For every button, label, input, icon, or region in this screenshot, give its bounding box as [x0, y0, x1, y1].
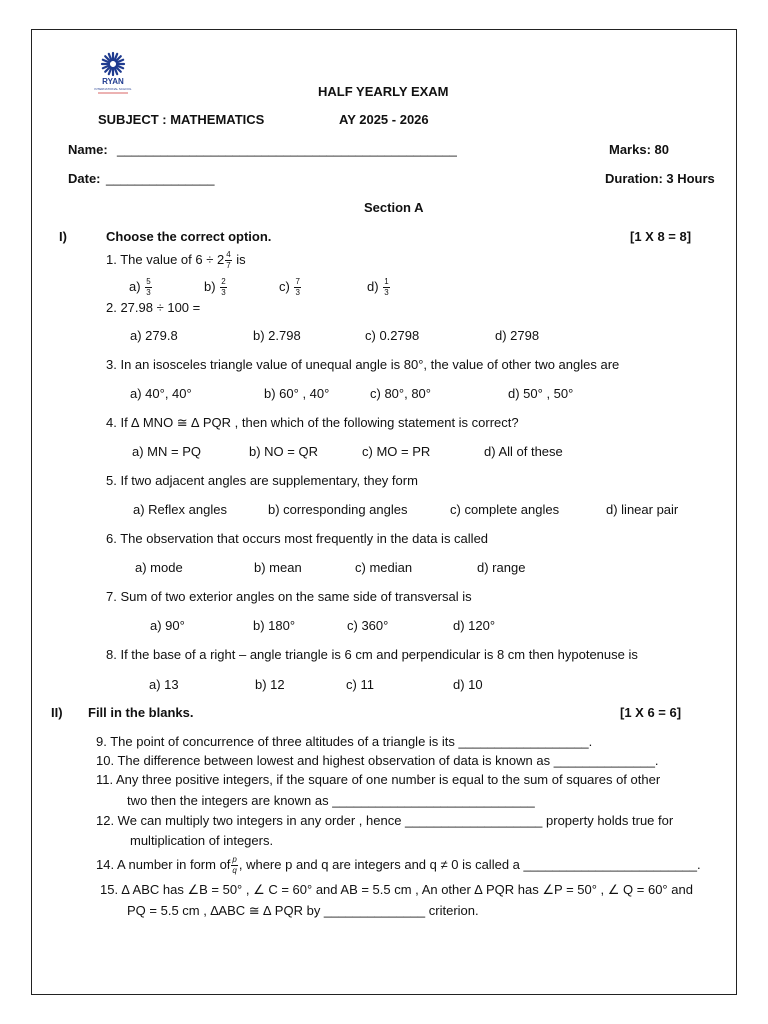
q8-option-d: d) 10 — [453, 677, 483, 692]
q1-option-d: d) $\frac{1}{3}$ — [367, 277, 389, 297]
question-1-suffix: is — [236, 251, 246, 267]
q2-option-c: c) 0.2798 — [365, 328, 420, 343]
q1-option-a: a) $\frac{5}{3}$ — [129, 277, 151, 297]
logo-name: RYAN — [102, 77, 124, 86]
q2-option-a: a) 279.8 — [130, 328, 178, 343]
q4-option-b: b) NO = QR — [249, 444, 318, 459]
academic-year: AY 2025 - 2026 — [339, 112, 429, 127]
question-7: 7. Sum of two exterior angles on the same side of transversal is — [106, 589, 472, 604]
question-4: 4. If ∆ MNO ≅ ∆ PQR , then which of the following statement is correct? — [106, 415, 519, 430]
part1-numeral: I) — [59, 229, 67, 244]
q5-option-b: b) corresponding angles — [268, 502, 408, 517]
question-11-line2: two then the integers are known as ____________________________ — [127, 793, 535, 808]
question-1 — [106, 251, 246, 270]
section-title: Section A — [364, 200, 424, 215]
logo-tagline: INTERNATIONAL SCHOOL — [94, 87, 132, 91]
question-3: 3. In an isosceles triangle value of unequal angle is 80°, the value of other two angles are — [106, 357, 620, 372]
question-9: 9. The point of concurrence of three altitudes of a triangle is its __________________. — [96, 734, 593, 749]
q3-option-d: d) 50° , 50° — [508, 386, 574, 401]
q2-option-d: d) 2798 — [495, 328, 540, 343]
school-logo — [92, 50, 134, 96]
subject: SUBJECT : MATHEMATICS — [98, 112, 265, 127]
q5-option-a: a) Reflex angles — [133, 502, 227, 517]
q7-option-c: c) 360° — [347, 618, 389, 633]
q6-option-a: a) mode — [135, 560, 183, 575]
part1-heading: Choose the correct option. — [106, 229, 272, 244]
question-5: 5. If two adjacent angles are supplementary, they form — [106, 473, 418, 488]
q6-option-d: d) range — [477, 560, 526, 575]
part2-marks: [1 X 6 = 6] — [620, 705, 682, 720]
part2-numeral: II) — [51, 705, 63, 720]
question-11-line1: 11. Any three positive integers, if the square of one number is equal to the sum of squares of other — [96, 772, 661, 787]
question-14: 14. A number in form of $\frac{p}{q}$ , where p and q are integers and q ≠ 0 is called a ________________________. — [96, 855, 701, 875]
question-1-text: 1. The value of 6 ÷ 2 — [106, 251, 225, 267]
q6-option-c: c) median — [355, 560, 413, 575]
question-1-fraction: $\frac{4}{7}$ — [226, 250, 231, 270]
question-8: 8. If the base of a right – angle triangle is 6 cm and perpendicular is 8 cm then hypotenuse is — [106, 647, 638, 662]
question-12-line1: 12. We can multiply two integers in any order , hence ___________________ property holds true for — [96, 813, 674, 828]
question-10: 10. The difference between lowest and highest observation of data is known as ______________. — [96, 753, 659, 768]
marks: Marks: 80 — [609, 142, 669, 157]
q6-option-b: b) mean — [254, 560, 302, 575]
q3-option-b: b) 60° , 40° — [264, 386, 330, 401]
question-15-line2: PQ = 5.5 cm , ∆ABC ≅ ∆ PQR by ______________ criterion. — [127, 903, 479, 918]
q5-option-c: c) complete angles — [450, 502, 560, 517]
q2-option-b: b) 2.798 — [253, 328, 301, 343]
question-12-line2: multiplication of integers. — [130, 833, 274, 848]
date-blank: _______________ — [106, 171, 215, 186]
q7-option-b: b) 180° — [253, 618, 296, 633]
question-2: 2. 27.98 ÷ 100 = — [106, 300, 201, 315]
q5-option-d: d) linear pair — [606, 502, 679, 517]
name-label: Name: — [68, 142, 108, 157]
q4-option-c: c) MO = PR — [362, 444, 431, 459]
q7-option-d: d) 120° — [453, 618, 496, 633]
q3-option-c: c) 80°, 80° — [370, 386, 431, 401]
date-label: Date: — [68, 171, 101, 186]
q1-option-c: c) $\frac{7}{3}$ — [279, 277, 300, 297]
q8-option-c: c) 11 — [346, 677, 374, 692]
q4-option-d: d) All of these — [484, 444, 563, 459]
part1-marks: [1 X 8 = 8] — [630, 229, 692, 244]
duration: Duration: 3 Hours — [605, 171, 715, 186]
question-15-line1: 15. ∆ ABC has ∠B = 50° , ∠ C = 60° and AB = 5.5 cm , An other ∆ PQR has ∠P = 50° , ∠ Q = 60° and — [100, 882, 693, 897]
part2-heading: Fill in the blanks. — [88, 705, 194, 720]
q3-option-a: a) 40°, 40° — [130, 386, 192, 401]
q7-option-a: a) 90° — [150, 618, 185, 633]
exam-title: HALF YEARLY EXAM — [318, 84, 449, 99]
name-blank: _______________________________________________ — [117, 142, 457, 157]
question-6: 6. The observation that occurs most frequently in the data is called — [106, 531, 489, 546]
q8-option-b: b) 12 — [255, 677, 285, 692]
q8-option-a: a) 13 — [149, 677, 179, 692]
q4-option-a: a) MN = PQ — [132, 444, 201, 459]
q1-option-b: b) $\frac{2}{3}$ — [204, 277, 226, 297]
